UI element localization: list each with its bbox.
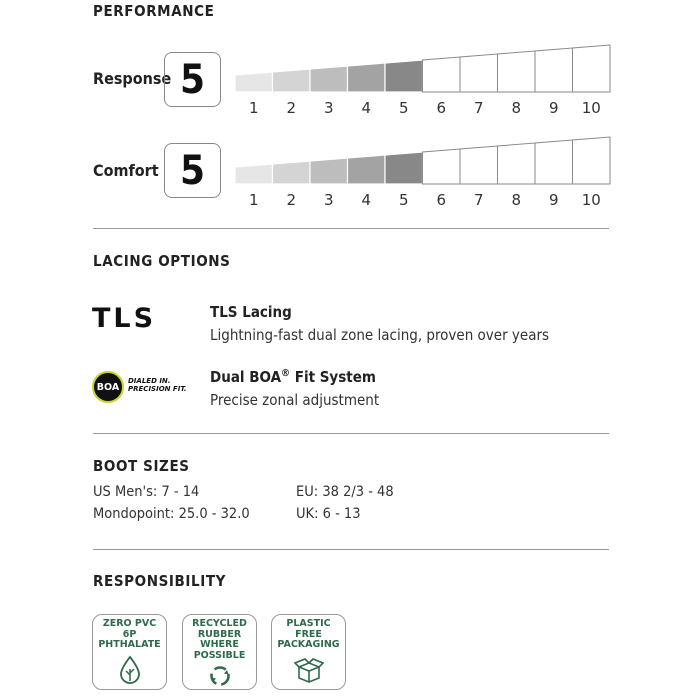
scale-tick-label: 8 <box>511 99 522 117</box>
scale-segment-empty <box>535 140 573 184</box>
scale-segment-empty <box>573 137 611 184</box>
scale-tick-label: 3 <box>323 99 334 117</box>
lacing-option-name: Dual BOA® Fit System <box>210 368 376 386</box>
section-title-responsibility: RESPONSIBILITY <box>93 572 227 590</box>
recycle-icon <box>208 664 232 688</box>
scale-segment-empty <box>460 146 498 184</box>
scale-tick-label: 5 <box>398 191 409 209</box>
scale-tick-label: 7 <box>473 99 484 117</box>
scale-segment-filled <box>273 69 311 92</box>
scale-tick-label: 1 <box>248 99 259 117</box>
scale-tick-label: 10 <box>581 99 601 117</box>
scale-segment-filled <box>235 164 273 184</box>
score-box: 5 <box>164 52 221 107</box>
scale-tick-label: 6 <box>436 99 447 117</box>
lacing-option-description: Precise zonal adjustment <box>210 391 380 409</box>
divider <box>93 228 609 229</box>
scale-tick-label: 7 <box>473 191 484 209</box>
boa-logo-icon <box>92 371 124 403</box>
scale-tick-label: 2 <box>286 191 297 209</box>
scale-segment-empty <box>498 51 536 92</box>
badge-text: PLASTIC FREE PACKAGING <box>277 618 340 650</box>
size-us-mens: US Men's: 7 - 14 <box>93 484 200 500</box>
scale-tick-label: 9 <box>548 191 559 209</box>
box-icon <box>294 657 324 683</box>
scale-segment-filled <box>385 60 423 92</box>
score-box: 5 <box>164 143 221 198</box>
scale-segment-filled <box>310 66 348 92</box>
scale-segment-filled <box>348 155 386 184</box>
badge-text: ZERO PVC 6P PHTHALATE <box>98 618 161 650</box>
badge-plastic-free <box>271 614 346 690</box>
lacing-option-name: TLS Lacing <box>210 303 292 321</box>
scale-segment-filled <box>273 161 311 184</box>
scale-tick-label: 3 <box>323 191 334 209</box>
scale-tick-label: 8 <box>511 191 522 209</box>
scale-segment-empty <box>573 45 611 92</box>
scale-tick-label: 4 <box>361 99 372 117</box>
rating-label: Response <box>93 69 172 88</box>
scale-segment-empty <box>423 149 461 184</box>
boa-logo-text: BOA <box>96 381 120 393</box>
scale-segment-empty <box>423 57 461 92</box>
scale-segment-filled <box>385 152 423 184</box>
rating-scale <box>234 132 612 212</box>
scale-tick-label: 10 <box>581 191 601 209</box>
size-eu: EU: 38 2/3 - 48 <box>296 484 394 500</box>
scale-segment-filled <box>348 63 386 92</box>
scale-tick-label: 9 <box>548 99 559 117</box>
badge-zero-pvc <box>92 614 167 690</box>
scale-segment-filled <box>235 72 273 92</box>
scale-tick-label: 1 <box>248 191 259 209</box>
boa-tagline: DIALED IN. PRECISION FIT. <box>128 377 187 393</box>
tls-logo: TLS <box>92 303 157 334</box>
size-uk: UK: 6 - 13 <box>296 506 361 522</box>
scale-segment-filled <box>310 158 348 184</box>
section-title-performance: PERFORMANCE <box>93 2 215 20</box>
scale-tick-label: 4 <box>361 191 372 209</box>
scale-segment-empty <box>498 143 536 184</box>
leaf-drop-icon <box>118 655 142 685</box>
rating-scale <box>234 40 612 120</box>
scale-tick-label: 6 <box>436 191 447 209</box>
divider <box>93 549 609 550</box>
size-mondopoint: Mondopoint: 25.0 - 32.0 <box>93 506 250 522</box>
scale-tick-label: 2 <box>286 99 297 117</box>
badge-text: RECYCLED RUBBER WHERE POSSIBLE <box>192 618 247 661</box>
scale-segment-empty <box>460 54 498 92</box>
badge-recycled-rubber <box>182 614 257 690</box>
scale-segment-empty <box>535 48 573 92</box>
section-title-lacing: LACING OPTIONS <box>93 252 231 270</box>
scale-tick-label: 5 <box>398 99 409 117</box>
section-title-sizes: BOOT SIZES <box>93 457 190 475</box>
divider <box>93 433 609 434</box>
lacing-option-description: Lightning-fast dual zone lacing, proven over years <box>210 326 550 344</box>
rating-label: Comfort <box>93 161 159 180</box>
